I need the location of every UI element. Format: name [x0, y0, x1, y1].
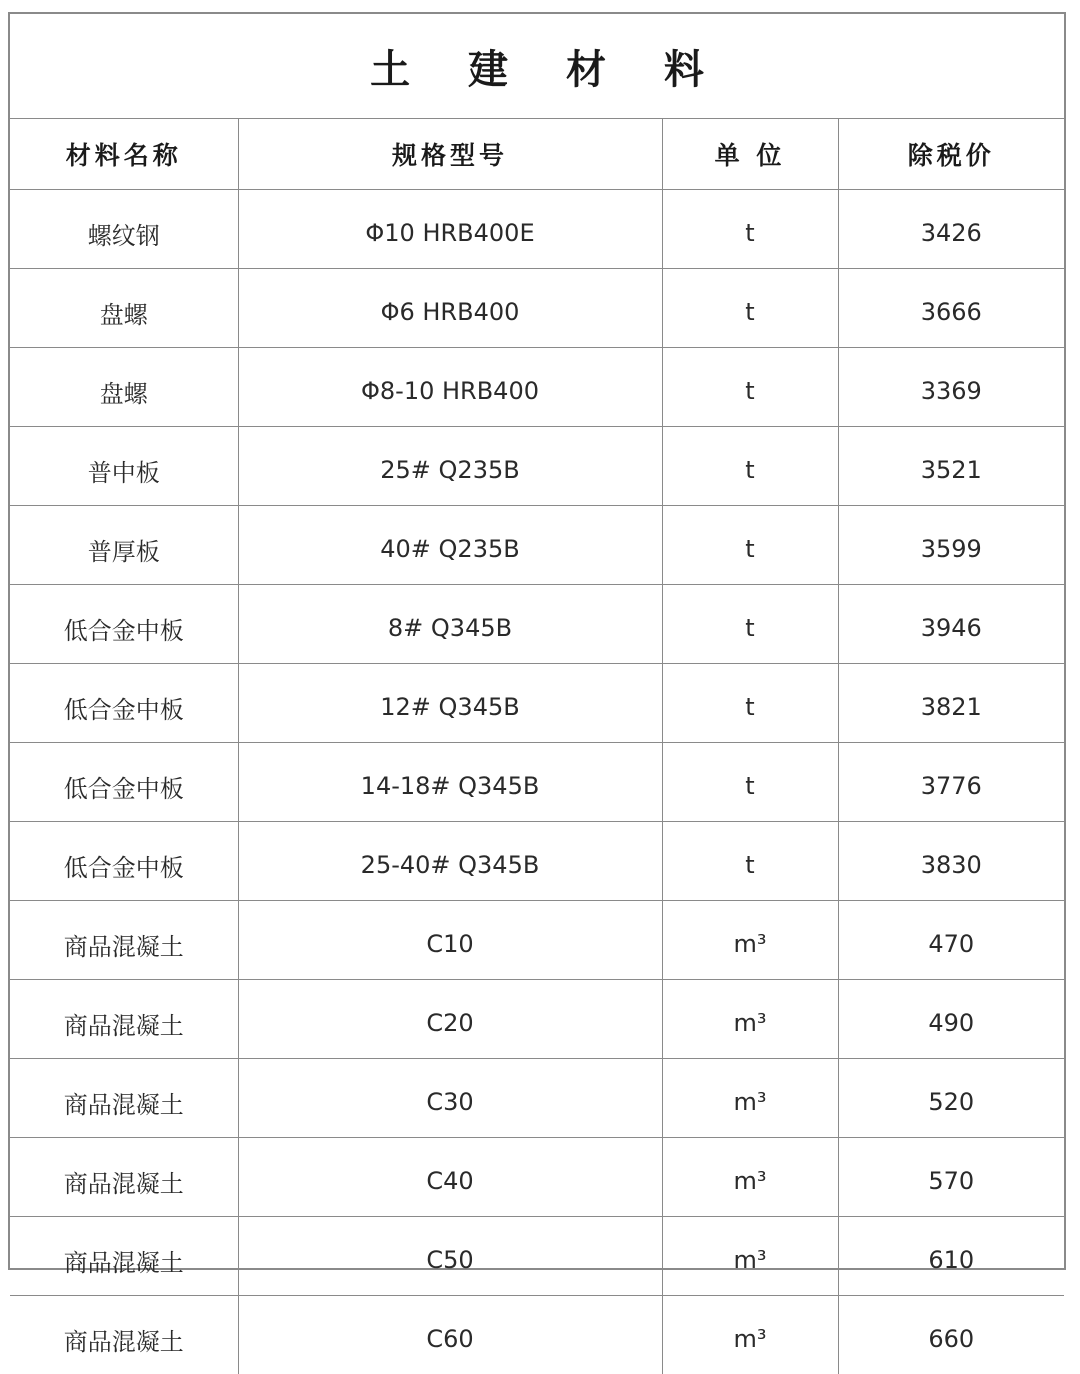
cell-price: 490	[838, 980, 1064, 1059]
cell-spec-model: C20	[238, 980, 662, 1059]
cell-spec-model: 25# Q235B	[238, 427, 662, 506]
cell-unit: t	[662, 269, 838, 348]
materials-price-sheet	[8, 12, 1066, 1270]
cell-price: 3946	[838, 585, 1064, 664]
cell-unit: t	[662, 743, 838, 822]
cell-unit: t	[662, 585, 838, 664]
cell-spec-model: C10	[238, 901, 662, 980]
table-row	[10, 1217, 1064, 1296]
cell-spec-model: 12# Q345B	[238, 664, 662, 743]
cell-spec-model: C40	[238, 1138, 662, 1217]
cell-price: 3830	[838, 822, 1064, 901]
cell-spec-model: 25-40# Q345B	[238, 822, 662, 901]
table-row	[10, 664, 1064, 743]
materials-table	[10, 14, 1064, 1374]
cell-unit: t	[662, 506, 838, 585]
table-row	[10, 743, 1064, 822]
table-row	[10, 901, 1064, 980]
table-row	[10, 585, 1064, 664]
header-spec-model: 规格型号	[238, 119, 662, 190]
cell-material-name: 商品混凝土	[10, 1296, 238, 1374]
cell-spec-model: 40# Q235B	[238, 506, 662, 585]
table-title: 土 建 材 料	[10, 14, 1064, 119]
table-row	[10, 1296, 1064, 1374]
cell-unit: t	[662, 822, 838, 901]
cell-unit: m³	[662, 980, 838, 1059]
cell-spec-model: Φ6 HRB400	[238, 269, 662, 348]
cell-material-name: 低合金中板	[10, 743, 238, 822]
cell-price: 520	[838, 1059, 1064, 1138]
cell-material-name: 低合金中板	[10, 585, 238, 664]
header-row	[10, 119, 1064, 190]
cell-unit: m³	[662, 1138, 838, 1217]
cell-material-name: 低合金中板	[10, 822, 238, 901]
table-row	[10, 427, 1064, 506]
cell-material-name: 商品混凝土	[10, 1217, 238, 1296]
cell-unit: t	[662, 190, 838, 269]
cell-unit: m³	[662, 1296, 838, 1374]
header-price-excl-tax: 除税价	[838, 119, 1064, 190]
header-material-name: 材料名称	[10, 119, 238, 190]
table-body	[10, 190, 1064, 1374]
table-row	[10, 269, 1064, 348]
cell-material-name: 螺纹钢	[10, 190, 238, 269]
cell-material-name: 商品混凝土	[10, 901, 238, 980]
cell-unit: m³	[662, 901, 838, 980]
cell-material-name: 商品混凝土	[10, 980, 238, 1059]
cell-price: 3666	[838, 269, 1064, 348]
cell-price: 660	[838, 1296, 1064, 1374]
cell-unit: t	[662, 348, 838, 427]
table-row	[10, 980, 1064, 1059]
cell-price: 3369	[838, 348, 1064, 427]
cell-price: 3426	[838, 190, 1064, 269]
cell-unit: m³	[662, 1059, 838, 1138]
cell-price: 3521	[838, 427, 1064, 506]
cell-spec-model: 8# Q345B	[238, 585, 662, 664]
cell-material-name: 盘螺	[10, 348, 238, 427]
cell-spec-model: Φ10 HRB400E	[238, 190, 662, 269]
cell-material-name: 普中板	[10, 427, 238, 506]
table-row	[10, 1138, 1064, 1217]
cell-price: 470	[838, 901, 1064, 980]
cell-spec-model: 14-18# Q345B	[238, 743, 662, 822]
cell-unit: t	[662, 427, 838, 506]
cell-spec-model: C50	[238, 1217, 662, 1296]
table-row	[10, 506, 1064, 585]
cell-material-name: 低合金中板	[10, 664, 238, 743]
header-unit: 单 位	[662, 119, 838, 190]
table-row	[10, 822, 1064, 901]
table-row	[10, 190, 1064, 269]
cell-material-name: 盘螺	[10, 269, 238, 348]
cell-unit: t	[662, 664, 838, 743]
cell-price: 3599	[838, 506, 1064, 585]
cell-unit: m³	[662, 1217, 838, 1296]
table-row	[10, 348, 1064, 427]
cell-price: 610	[838, 1217, 1064, 1296]
cell-material-name: 商品混凝土	[10, 1059, 238, 1138]
cell-spec-model: Φ8-10 HRB400	[238, 348, 662, 427]
cell-price: 3776	[838, 743, 1064, 822]
cell-spec-model: C60	[238, 1296, 662, 1374]
cell-material-name: 商品混凝土	[10, 1138, 238, 1217]
cell-material-name: 普厚板	[10, 506, 238, 585]
cell-price: 3821	[838, 664, 1064, 743]
cell-price: 570	[838, 1138, 1064, 1217]
cell-spec-model: C30	[238, 1059, 662, 1138]
table-row	[10, 1059, 1064, 1138]
